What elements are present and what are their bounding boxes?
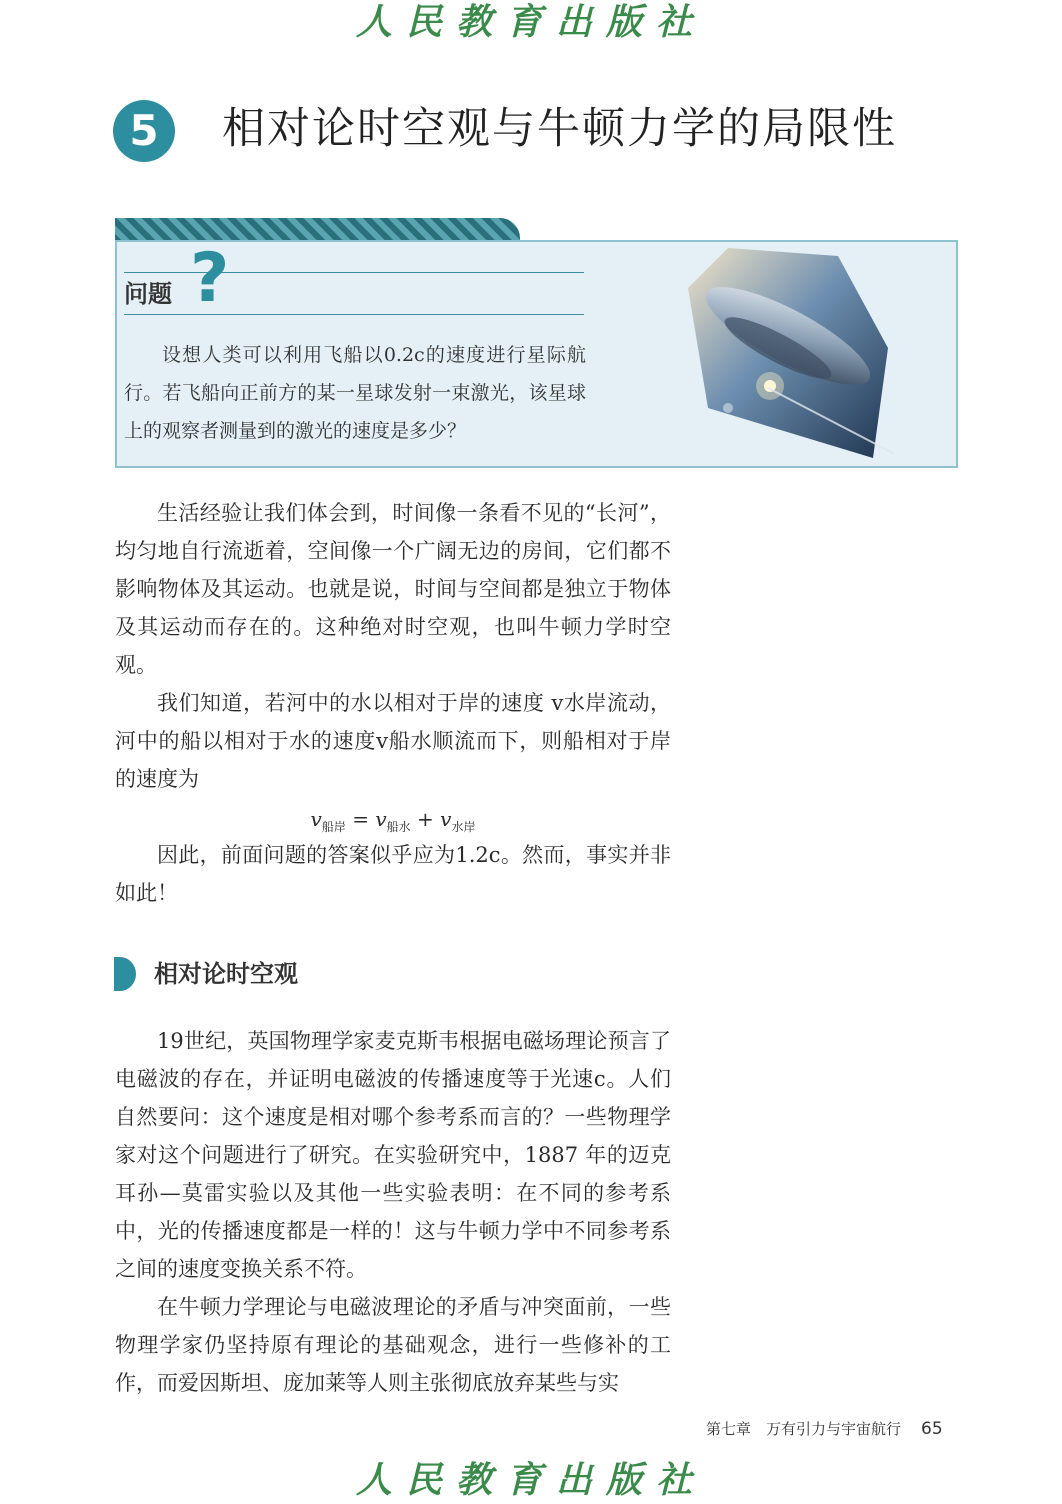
section-marker-icon <box>114 957 136 991</box>
body-paragraph-3: 因此，前面问题的答案似乎应为1.2c。然而，事实并非如此！ <box>115 843 671 905</box>
publisher-watermark-top: 人民教育出版社 <box>355 1 706 43</box>
page-footer <box>706 1416 943 1442</box>
chapter-name: 第七章 万有引力与宇宙航行 <box>706 1420 902 1438</box>
body-paragraph-1: 生活经验让我们体会到，时间像一条看不见的“长河”，均匀地自行流逝着，空间像一个广阔无边的房间，它们都不影响物体及其运动。也就是说，时间与空间都是独立于物体及其运动而存在的。这种绝对时空观，也叫牛顿力学时空观。 <box>115 501 671 677</box>
question-text: 设想人类可以利用飞船以0.2c的速度进行星际航行。若飞船向正前方的某一星球发射一束激光，该星球上的观察者测量到的激光的速度是多少？ <box>124 344 586 442</box>
publisher-watermark-bottom: 人民教育出版社 <box>355 1459 706 1501</box>
question-mark-icon: ? <box>190 239 230 318</box>
section-paragraph-1: 19世纪，英国物理学家麦克斯韦根据电磁场理论预言了电磁波的存在，并证明电磁波的传播速度等于光速c。人们自然要问：这个速度是相对哪个参考系而言的？一些物理学家对这个问题进行了研究。在实验研究中，1887 年的迈克耳孙—莫雷实验以及其他一些实验表明：在不同的参考系中，光的传播速度都是一样的！这与牛顿力学中不同参考系之间的速度变换关系不符。 <box>115 1029 671 1281</box>
page-number: 65 <box>921 1419 943 1439</box>
question-box-stripe <box>115 218 520 242</box>
lesson-number-badge: 5 <box>113 100 175 162</box>
body-paragraph-2: 我们知道，若河中的水以相对于岸的速度 v水岸流动，河中的船以相对于水的速度v船水顺流而下，则船相对于岸的速度为 <box>115 691 671 791</box>
question-label: 问题 <box>124 280 172 308</box>
spaceship-illustration <box>688 248 898 458</box>
lesson-title: 相对论时空观与牛顿力学的局限性 <box>222 104 897 154</box>
section-paragraph-2: 在牛顿力学理论与电磁波理论的矛盾与冲突面前，一些物理学家仍坚持原有理论的基础观念，进行一些修补的工作，而爱因斯坦、庞加莱等人则主张彻底放弃某些与实 <box>115 1295 671 1395</box>
velocity-formula: $v_{船岸} = v_{船水} + v_{水岸}$ <box>310 807 476 834</box>
section-title: 相对论时空观 <box>154 960 298 988</box>
